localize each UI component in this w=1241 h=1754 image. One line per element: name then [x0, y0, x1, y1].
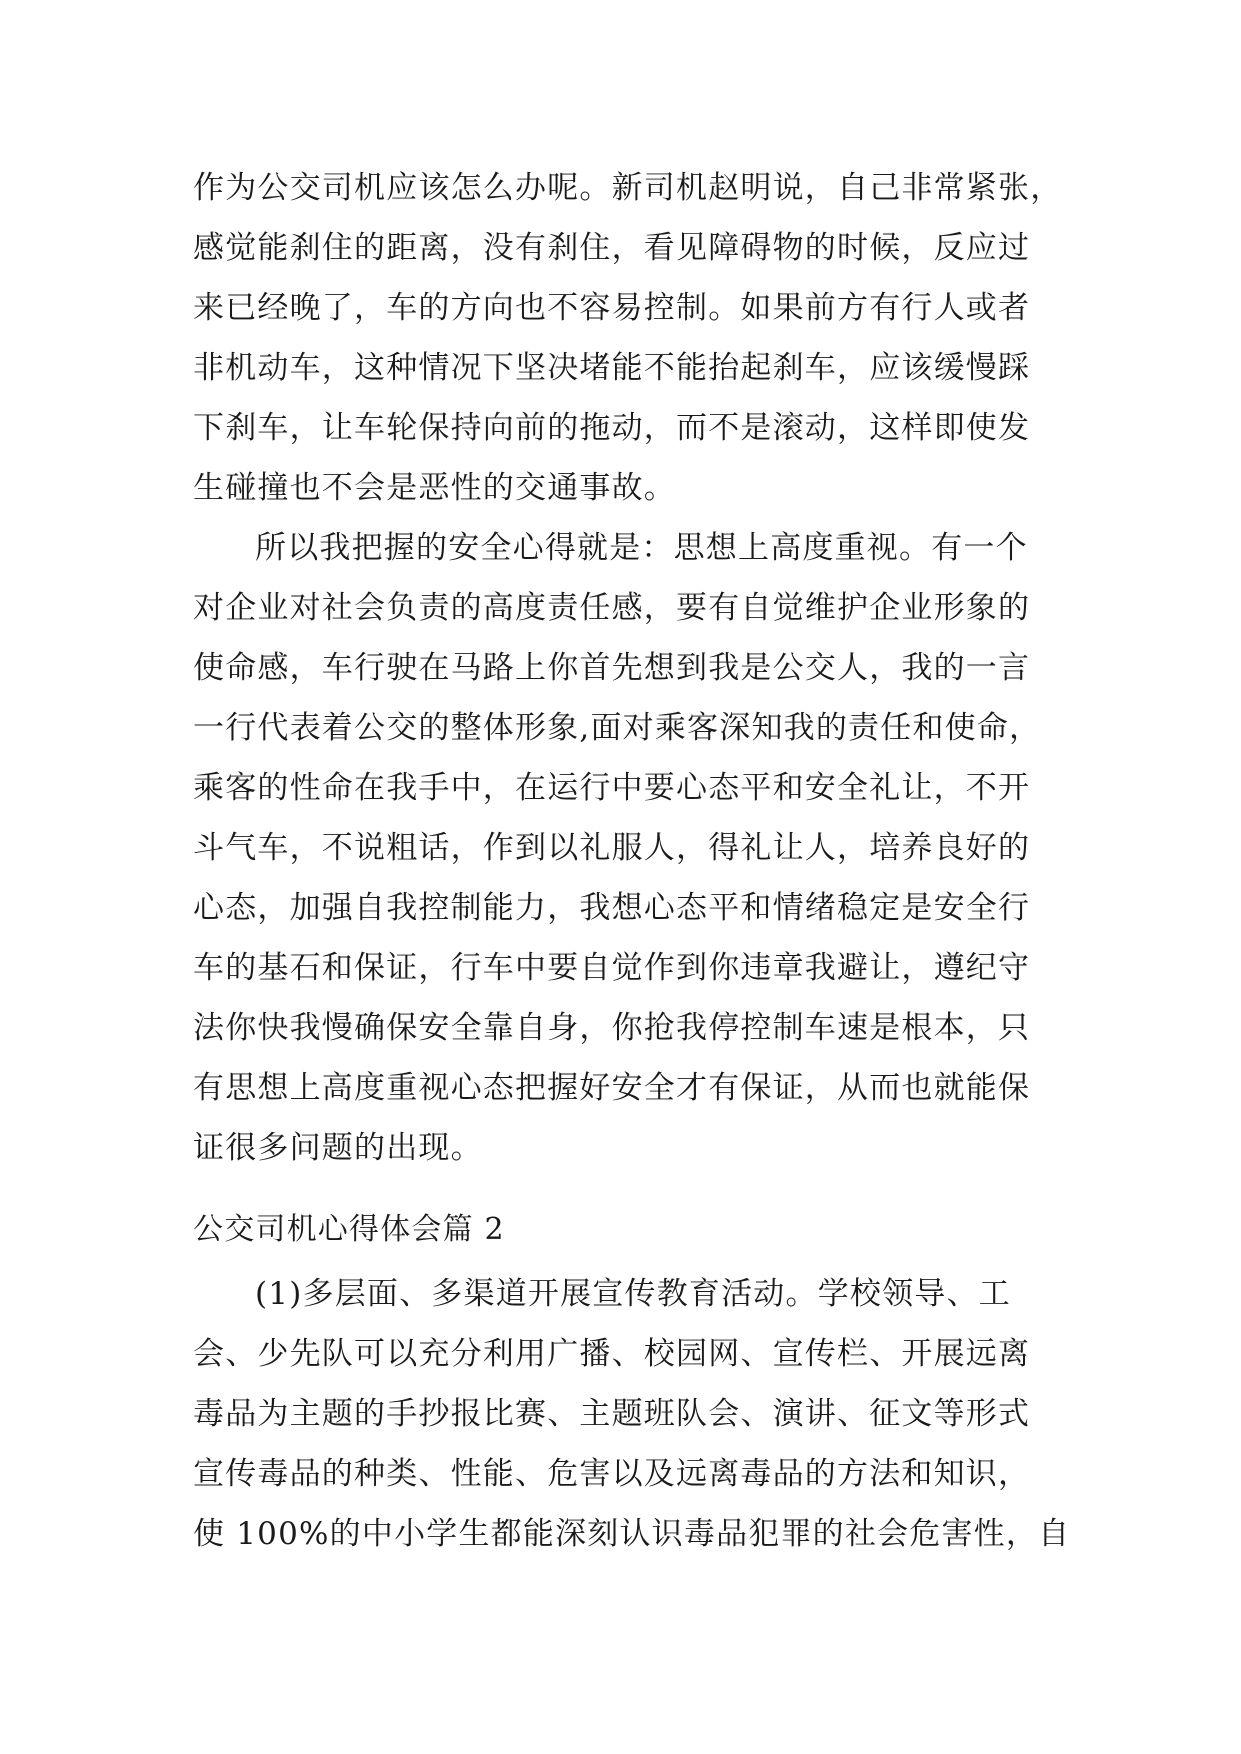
paragraph-line: 感觉能刹住的距离，没有刹住，看见障碍物的时候，反应过 — [193, 230, 1031, 266]
paragraph-line: 会、少先队可以充分利用广播、校园网、宣传栏、开展远离 — [193, 1336, 1031, 1372]
paragraph-line: 一行代表着公交的整体形象,面对乘客深知我的责任和使命， — [193, 710, 1042, 746]
paragraph-line: 宣传毒品的种类、性能、危害以及远离毒品的方法和知识， — [193, 1456, 1031, 1492]
paragraph-line: (1)多层面、多渠道开展宣传教育活动。学校领导、工 — [255, 1276, 1011, 1312]
paragraph-line: 斗气车，不说粗话，作到以礼服人，得礼让人，培养良好的 — [193, 830, 1031, 866]
paragraph-line: 生碰撞也不会是恶性的交通事故。 — [193, 470, 676, 506]
paragraph-2 — [193, 518, 1053, 1178]
paragraph-line: 心态，加强自我控制能力，我想心态平和情绪稳定是安全行 — [193, 890, 1031, 926]
paragraph-line: 乘客的性命在我手中，在运行中要心态平和安全礼让，不开 — [193, 770, 1031, 806]
paragraph-line: 使 100%的中小学生都能深刻认识毒品犯罪的社会危害性，自 — [193, 1516, 1071, 1552]
paragraph-line: 法你快我慢确保安全靠自身，你抢我停控制车速是根本，只 — [193, 1010, 1031, 1046]
paragraph-line: 所以我把握的安全心得就是：思想上高度重视。有一个 — [255, 530, 1028, 566]
paragraph-line: 车的基石和保证，行车中要自觉作到你违章我避让，遵纪守 — [193, 950, 1031, 986]
paragraph-line: 作为公交司机应该怎么办呢。新司机赵明说，自己非常紧张， — [193, 170, 1063, 206]
paragraph-line: 有思想上高度重视心态把握好安全才有保证，从而也就能保 — [193, 1070, 1031, 1106]
paragraph-line: 对企业对社会负责的高度责任感，要有自觉维护企业形象的 — [193, 590, 1031, 626]
paragraph-line: 下刹车，让车轮保持向前的拖动，而不是滚动，这样即使发 — [193, 410, 1031, 446]
paragraph-line: 使命感，车行驶在马路上你首先想到我是公交人，我的一言 — [193, 650, 1031, 686]
paragraph-3 — [193, 1264, 1071, 1564]
paragraph-line: 来已经晚了，车的方向也不容易控制。如果前方有行人或者 — [193, 290, 1031, 326]
paragraph-line: 非机动车，这种情况下坚决堵能不能抬起刹车，应该缓慢踩 — [193, 350, 1031, 386]
paragraph-line: 证很多问题的出现。 — [193, 1130, 483, 1166]
section-heading: 公交司机心得体会篇 2 — [193, 1212, 505, 1247]
paragraph-1 — [193, 158, 1063, 518]
paragraph-line: 毒品为主题的手抄报比赛、主题班队会、演讲、征文等形式 — [193, 1396, 1031, 1432]
